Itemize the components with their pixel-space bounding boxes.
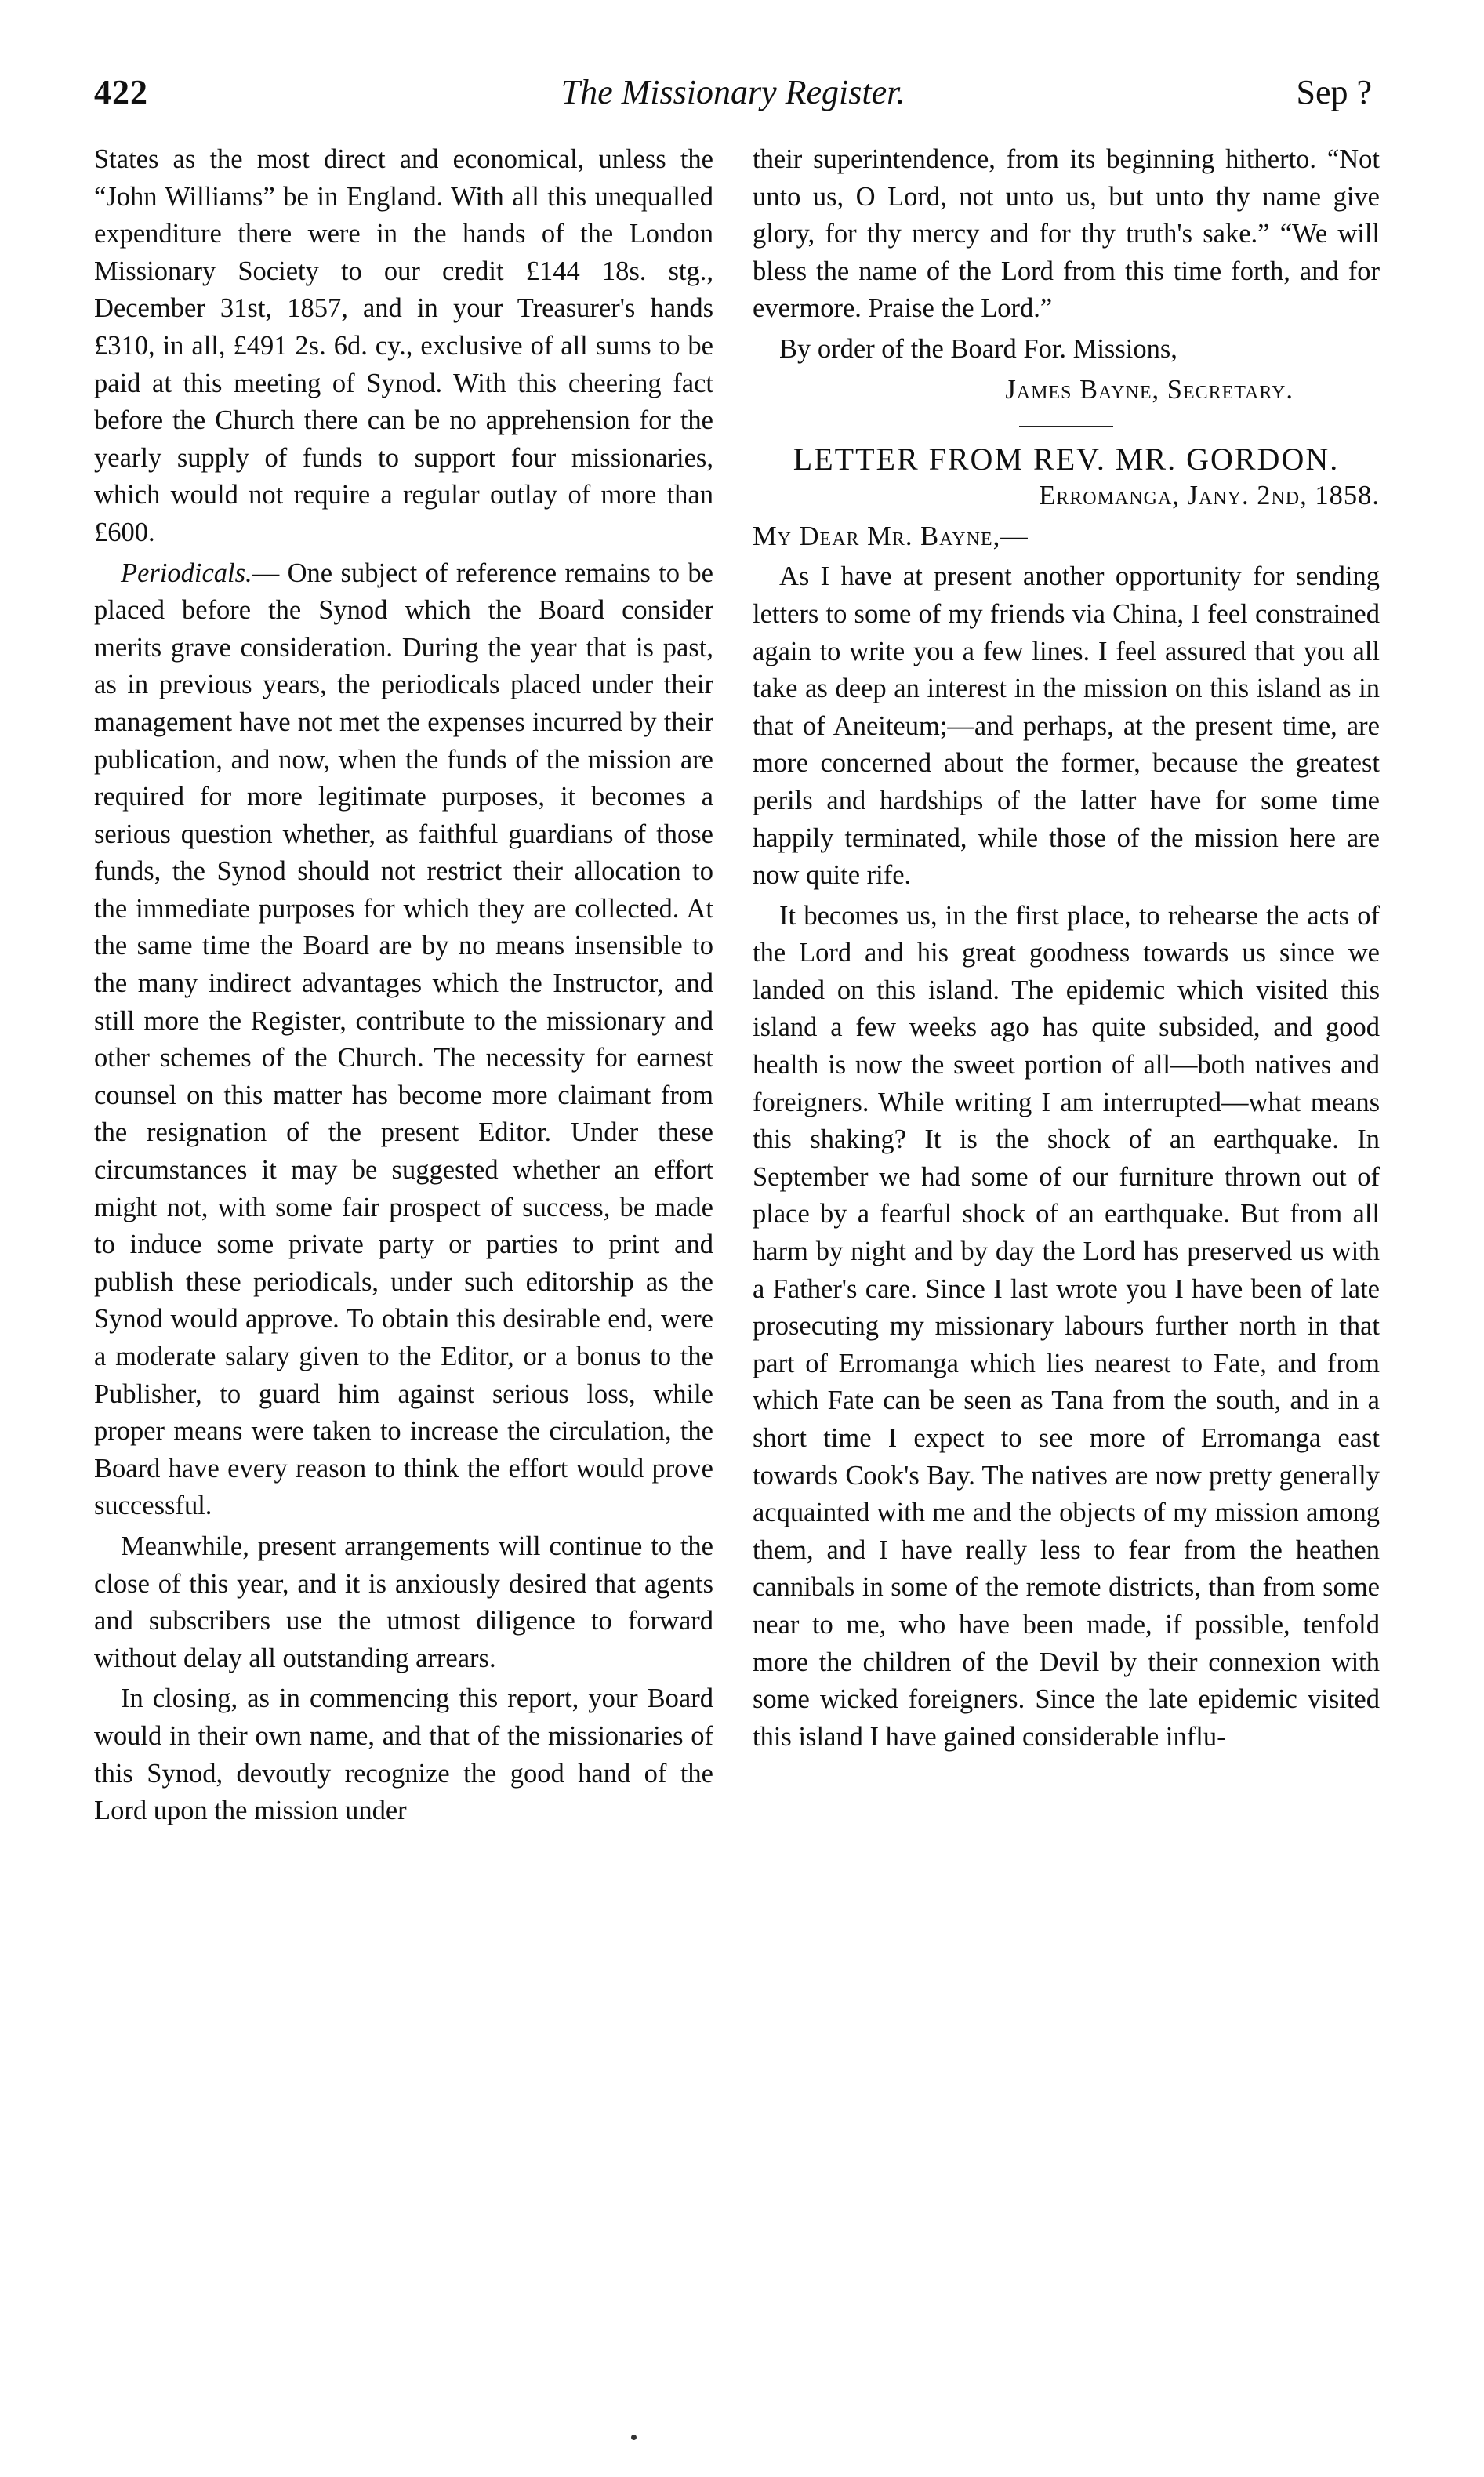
month-abbreviation: Sep ? [1296, 73, 1372, 111]
paragraph: It becomes us, in the first place, to rehearse the acts of the Lord and his great goodness towards us since we landed on this island. The epidemic which visited this island a few weeks ago has quite subsided, and good health is now the sweet portion of all—both natives and foreigners. While writing I am interrupted—what means this shaking? It is the shock of an earthquake. In September we had some of our furniture thrown out of place by a fearful shock of an earthquake. But from all harm by night and by day the Lord has preserved us with a Father's care. Since I last wrote you I have been of late prosecuting my missionary labours further north in that part of Erromanga which lies nearest to Fate, and from which Fate can be seen as Tana from the south, and in a short time I expect to see more of Erromanga east towards Cook's Bay. The natives are now pretty generally acquainted with me and the objects of my mission among them, and I have really less to fear from the heathen cannibals in some of the remote districts, than from some near to me, who have been made, if possible, tenfold more the children of the Devil by their connexion with some wicked foreigners. Since the late epidemic visited this island I have gained considerable influ- [753, 900, 1380, 1752]
paragraph: Meanwhile, present arrangements will continue to the close of this year, and it is anxiously desired that agents and subscribers use the utmost diligence to forward without delay all outstanding arrears. [94, 1531, 713, 1673]
right-column [753, 141, 1380, 1756]
section-subheading: Periodicals. [121, 558, 252, 588]
paragraph-text: — One subject of reference remains to be placed before the Synod which the Board consider merits grave consideration. During the year that is past, as in previous years, the periodicals placed under their management have not met the expenses incurred by their publication, and now, when the funds of the mission are required for more legitimate purposes, it becomes a serious question whether, as faithful guardians of those funds, the Synod should not restrict their allocation to the immediate purposes for which they are collected. At the same time the Board are by no means insensible to the many indirect advantages which the Instructor, and still more the Register, contribute to the missionary and other schemes of the Church. The necessity for earnest counsel on this matter has become more claimant from the resignation of the present Editor. Under these circumstances it may be suggested whether an effort might not, with some fair prospect of success, be made to induce some private party or parties to print and publish these periodicals, under such editorship as the Synod would approve. To obtain this desirable end, were a moderate salary given to the Editor, or a bonus to the Publisher, to guard him against serious loss, while proper means were taken to increase the circulation, the Board have every reason to think the effort would prove successful. [94, 558, 713, 1521]
paragraph: States as the most direct and economical, unless the “John Williams” be in England. With all this unequalled expenditure there were in the hands of the London Missionary Society to our credit £144 18s. stg., December 31st, 1857, and in your Treasurer's hands £310, in all, £491 2s. 6d. cy., exclusive of all sums to be paid at this meeting of Synod. With this cheering fact before the Church there can be no apprehension for the yearly supply of funds to support four missionaries, which would not require a regular outlay of more than £600. [94, 144, 713, 547]
running-head [94, 72, 1372, 127]
page-number: 422 [94, 73, 148, 111]
left-column [94, 141, 713, 1830]
letter-title: LETTER FROM REV. MR. GORDON. [793, 441, 1340, 478]
signature-name: James Bayne, Secretary. [1005, 374, 1294, 405]
paragraph: As I have at present another opportunity for sending letters to some of my friends via China, I feel constrained again to write you a few lines. I feel assured that you all take as deep an interest in the mission on this island as in that of Aneiteum;—and perhaps, at the present time, are more concerned about the former, because the greatest perils and hardships of the latter have for some time happily terminated, while those of the mission here are now quite rife. [753, 561, 1380, 891]
dateline: Erromanga, Jany. 2nd, 1858. [1039, 481, 1380, 511]
salutation: My Dear Mr. Bayne,— [753, 521, 1029, 551]
signature-line: By order of the Board For. Missions, [779, 333, 1177, 364]
paragraph: In closing, as in commencing this report, your Board would in their own name, and that of the missionaries of this Synod, devoutly recognize the good hand of the Lord upon the mission under [94, 1683, 713, 1826]
paragraph-periodicals [94, 555, 713, 1525]
printer-dot-mark [631, 2435, 637, 2440]
journal-title: The Missionary Register. [561, 73, 905, 111]
section-divider [1019, 426, 1113, 427]
paragraph: their superintendence, from its beginning hitherto. “Not unto us, O Lord, not unto us, but unto thy name give glory, for thy mercy and for thy truth's sake.” “We will bless the name of the Lord from this time forth, and for evermore. Praise the Lord.” [753, 144, 1380, 324]
